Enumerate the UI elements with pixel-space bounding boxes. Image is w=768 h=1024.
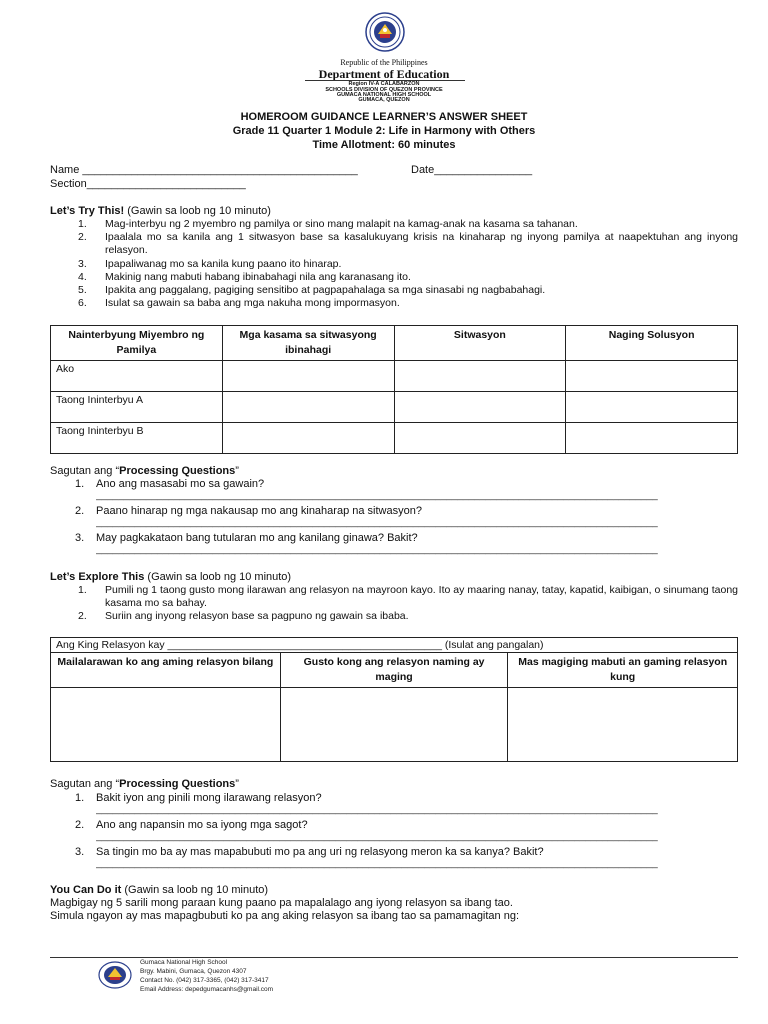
- answer-cell[interactable]: [566, 361, 738, 392]
- list-item: 3. Ipapaliwanag mo sa kanila kung paano ito hinarap.: [78, 257, 342, 270]
- row-label: Taong Ininterbyu B: [51, 423, 223, 454]
- explore-heading: Let’s Explore This (Gawin sa loob ng 10 minuto): [50, 571, 292, 583]
- row-label: Taong Ininterbyu A: [51, 392, 223, 423]
- list-item: 1. Pumili ng 1 taong gusto mong ilarawan ang relasyon na mayroon kayo. Ito ay maaring nanay, tatay, kapatid, kaibigan, o sinumang taong kasama mo sa bahay.: [78, 584, 738, 610]
- explore-instructions: [58, 584, 738, 624]
- answer-line[interactable]: _____________________________________________________________________________________________________: [96, 490, 658, 501]
- town-label: GUMACA, QUEZON: [358, 97, 410, 103]
- table-header: Gusto kong ang relasyon naming ay maging: [280, 653, 508, 688]
- school-label: GUMACA NATIONAL HIGH SCHOOL: [336, 92, 432, 98]
- section-field[interactable]: Section__________________________: [50, 178, 246, 190]
- relationship-table: [50, 637, 738, 762]
- answer-cell[interactable]: [566, 392, 738, 423]
- answer-line[interactable]: _____________________________________________________________________________________________________: [96, 858, 658, 869]
- list-item: 5. Ipakita ang paggalang, pagiging sensitibo at pagpapahalaga sa mga sinasabi ng nagbabahagi.: [78, 284, 546, 297]
- try-this-heading: Let’s Try This! (Gawin sa loob ng 10 minuto): [50, 205, 271, 217]
- try-this-instructions: [58, 218, 738, 310]
- answer-line[interactable]: _____________________________________________________________________________________________________: [96, 831, 658, 842]
- can-do-prompt: Simula ngayon ay mas mapagbubuti ko pa ang aking relasyon sa ibang tao sa pamamagitan ng:: [50, 910, 520, 922]
- school-logo: [98, 961, 132, 989]
- question-text: May pagkakataon bang tutularan mo ang kanilang ginawa? Bakit?: [96, 532, 418, 544]
- table-header: Sitwasyon: [394, 326, 566, 361]
- table-row: [51, 688, 738, 762]
- footer-rule: [50, 957, 738, 958]
- list-item: 2. Suriin ang inyong relasyon base sa pagpuno ng gawain sa ibaba.: [78, 610, 409, 623]
- table-header: Mga kasama sa sitwasyong ibinahagi: [222, 326, 394, 361]
- footer-contact: Contact No. (042) 317-3365, (042) 317-3417: [140, 977, 269, 984]
- question-number: 1.: [75, 792, 85, 804]
- question-text: Sa tingin mo ba ay mas mapabubuti mo pa ang uri ng relasyong meron ka sa kanya? Bakit?: [96, 846, 544, 858]
- republic-label: Republic of the Philippines: [340, 58, 428, 67]
- question-number: 2.: [75, 505, 85, 517]
- answer-cell[interactable]: [566, 423, 738, 454]
- question-number: 3.: [75, 846, 85, 858]
- list-item: 4. Makinig nang mabuti habang ibinabahagi nila ang karanasang ito.: [78, 270, 411, 283]
- processing-questions-heading: Sagutan ang “Processing Questions”: [50, 465, 239, 477]
- row-label: Ako: [51, 361, 223, 392]
- deped-seal-logo: [365, 12, 405, 52]
- relationship-name-field[interactable]: Ang King Relasyon kay _______________________________________________ (Isulat ang pangalan): [51, 638, 738, 653]
- footer-school: Gumaca National High School: [140, 959, 228, 966]
- time-allotment: Time Allotment: 60 minutes: [312, 139, 456, 151]
- division-label: SCHOOLS DIVISION OF QUEZON PROVINCE: [325, 87, 443, 93]
- sheet-title: HOMEROOM GUIDANCE LEARNER’S ANSWER SHEET: [240, 111, 528, 123]
- region-label: Region IV-A CALABARZON: [348, 81, 420, 87]
- list-item: 1. Mag-interbyu ng 2 myembro ng pamilya or sino mang malapit na kamag-anak na kasama sa tahanan.: [78, 218, 578, 230]
- answer-line[interactable]: _____________________________________________________________________________________________________: [96, 804, 658, 815]
- table-header: Mas magiging mabuti an gaming relasyon kung: [508, 653, 738, 688]
- table-header: Nainterbyung Miyembro ng Pamilya: [51, 326, 223, 361]
- department-name: Department of Education: [318, 67, 450, 81]
- module-title: Grade 11 Quarter 1 Module 2: Life in Harmony with Others: [232, 125, 536, 137]
- name-field[interactable]: Name _____________________________________________: [50, 164, 358, 176]
- question-number: 2.: [75, 819, 85, 831]
- answer-cell[interactable]: [394, 423, 566, 454]
- date-field[interactable]: Date________________: [411, 164, 533, 176]
- answer-cell[interactable]: [222, 361, 394, 392]
- answer-line[interactable]: _____________________________________________________________________________________________________: [96, 517, 658, 528]
- table-header: Mailalarawan ko ang aming relasyon bilang: [51, 653, 281, 688]
- can-do-heading: You Can Do it (Gawin sa loob ng 10 minuto): [50, 884, 269, 896]
- question-text: Paano hinarap ng mga nakausap mo ang kinaharap na sitwasyon?: [96, 505, 422, 517]
- table-row: [51, 361, 738, 392]
- answer-cell[interactable]: [280, 688, 508, 762]
- answer-cell[interactable]: [51, 688, 281, 762]
- question-number: 1.: [75, 478, 85, 490]
- table-row: [51, 392, 738, 423]
- answer-line[interactable]: _____________________________________________________________________________________________________: [96, 544, 658, 555]
- footer-email: Email Address: depedgumacanhs@gmail.com: [140, 986, 274, 993]
- answer-cell[interactable]: [222, 423, 394, 454]
- table-row: [51, 423, 738, 454]
- list-item: 2. Ipaalala mo sa kanila ang 1 sitwasyon base sa kasalukuyang krisis na kinaharap ng inyong pamilya at naapektuhan ang inyong relasyon.: [78, 231, 738, 257]
- question-text: Ano ang napansin mo sa iyong mga sagot?: [96, 819, 308, 831]
- question-number: 3.: [75, 532, 85, 544]
- can-do-instruction: Magbigay ng 5 sarili mong paraan kung paano pa mapalalago ang iyong relasyon sa ibang tao.: [50, 897, 513, 909]
- question-text: Bakit iyon ang pinili mong ilarawang relasyon?: [96, 792, 322, 804]
- table-header: Naging Solusyon: [566, 326, 738, 361]
- answer-cell[interactable]: [394, 361, 566, 392]
- answer-cell[interactable]: [508, 688, 738, 762]
- processing-questions-heading: Sagutan ang “Processing Questions”: [50, 778, 239, 790]
- interview-table: [50, 325, 738, 454]
- footer-address: Brgy. Mabini, Gumaca, Quezon 4307: [140, 968, 247, 975]
- answer-cell[interactable]: [222, 392, 394, 423]
- question-text: Ano ang masasabi mo sa gawain?: [96, 478, 265, 490]
- answer-cell[interactable]: [394, 392, 566, 423]
- list-item: 6. Isulat sa gawain sa baba ang mga nakuha mong impormasyon.: [78, 297, 400, 310]
